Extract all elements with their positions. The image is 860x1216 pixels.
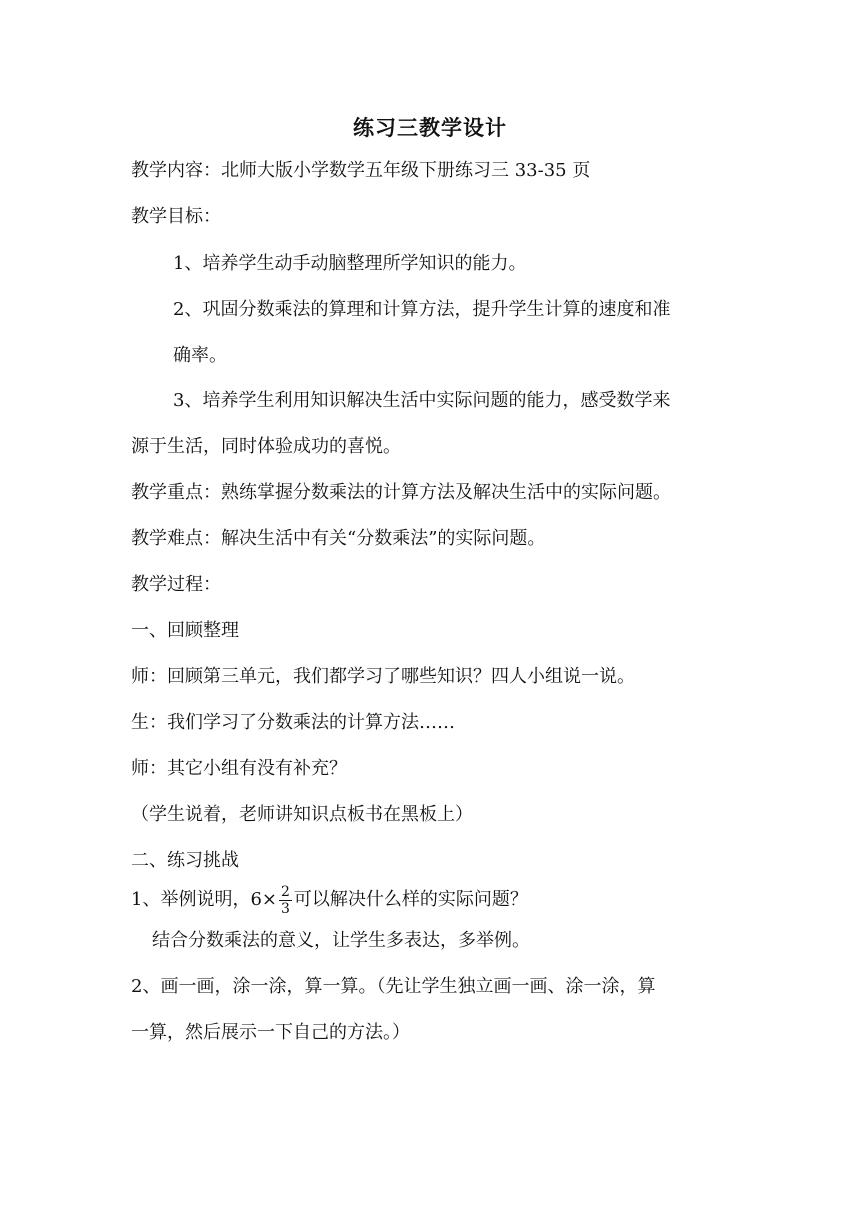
goal-1: 1、培养学生动手动脑整理所学知识的能力。 <box>173 253 527 274</box>
fraction-numerator: 2 <box>281 883 290 900</box>
key-point: 教学重点：熟练掌握分数乘法的计算方法及解决生活中的实际问题。 <box>131 482 671 503</box>
goal-2-line-1: 2、巩固分数乘法的算理和计算方法，提升学生计算的速度和准 <box>173 299 671 320</box>
fraction-denominator: 3 <box>281 900 290 917</box>
difficulty: 教学难点：解决生活中有关“分数乘法”的实际问题。 <box>131 528 546 549</box>
student-line-1: 生：我们学习了分数乘法的计算方法…… <box>131 712 455 733</box>
teacher-line-2: 师：其它小组有没有补充？ <box>131 758 347 779</box>
fraction-two-thirds <box>279 884 292 917</box>
process-heading: 教学过程： <box>131 574 221 595</box>
goal-2-line-2: 确率。 <box>173 345 227 366</box>
goal-3-line-2: 源于生活，同时体验成功的喜悦。 <box>131 436 401 457</box>
goal-3-line-1: 3、培养学生利用知识解决生活中实际问题的能力，感受数学来 <box>173 390 671 411</box>
exercise-1-prefix: 1、举例说明，6× <box>131 889 277 910</box>
exercise-1-note: 结合分数乘法的意义，让学生多表达，多举例。 <box>152 930 530 951</box>
exercise-1 <box>131 882 528 918</box>
exercise-2-line-1: 2、画一画，涂一涂，算一算。（先让学生独立画一画、涂一涂，算 <box>131 976 656 997</box>
exercise-1-suffix: 可以解决什么样的实际问题？ <box>293 889 528 910</box>
page-title: 练习三教学设计 <box>353 116 507 140</box>
teaching-content: 教学内容：北师大版小学数学五年级下册练习三 33-35 页 <box>131 160 591 181</box>
teacher-line-1: 师：回顾第三单元，我们都学习了哪些知识？四人小组说一说。 <box>131 666 635 687</box>
goals-heading: 教学目标： <box>131 206 221 227</box>
section-1-heading: 一、回顾整理 <box>131 620 239 641</box>
exercise-2-line-2: 一算，然后展示一下自己的方法。） <box>131 1022 410 1043</box>
classroom-note: （学生说着，老师讲知识点板书在黑板上） <box>131 804 473 825</box>
section-2-heading: 二、练习挑战 <box>131 850 239 871</box>
